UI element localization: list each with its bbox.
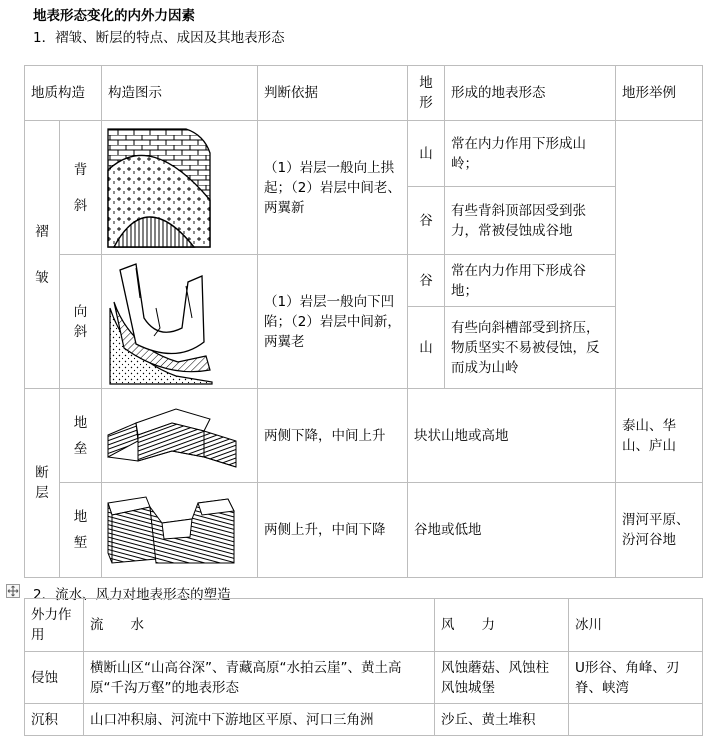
header-glacier: 冰川 <box>569 599 703 652</box>
header-geo-structure: 地质构造 <box>25 66 102 121</box>
anticline-type-2: 谷 <box>408 187 445 255</box>
anticline-shape-2: 有些背斜顶部因受到张力，常被侵蚀成谷地 <box>445 187 616 255</box>
header-wind: 风 力 <box>435 599 569 652</box>
deposition-wind: 沙丘、黄土堆积 <box>435 704 569 736</box>
anticline-label: 背 斜 <box>60 121 102 255</box>
graben-shape: 谷地或低地 <box>408 483 616 578</box>
syncline-diagram <box>102 255 258 389</box>
table-row <box>25 389 703 483</box>
section-heading-folds-faults: 1．褶皱、断层的特点、成因及其地表形态 <box>33 30 285 46</box>
erosion-label: 侵蚀 <box>25 652 84 704</box>
graben-example: 渭河平原、汾河谷地 <box>616 483 703 578</box>
table-row <box>25 121 703 187</box>
horst-example: 泰山、华山、庐山 <box>616 389 703 483</box>
syncline-shape-1: 常在内力作用下形成谷地； <box>445 255 616 307</box>
horst-basis: 两侧下降，中间上升 <box>258 389 408 483</box>
deposition-glacier <box>569 704 703 736</box>
fault-label: 断 层 <box>25 389 60 578</box>
horst-diagram <box>102 389 258 483</box>
syncline-basis: （1）岩层一般向下凹陷；（2）岩层中间新，两翼老 <box>258 255 408 389</box>
deposition-label: 沉积 <box>25 704 84 736</box>
graben-label: 地 堑 <box>60 483 102 578</box>
page-title: 地表形态变化的内外力因素 <box>33 8 195 24</box>
header-landform-type: 地 形 <box>408 66 445 121</box>
erosion-water: 横断山区“山高谷深”、青藏高原“水拍云崖”、黄土高原“千沟万壑”的地表形态 <box>84 652 435 704</box>
table-header-row <box>25 66 703 121</box>
fold-label: 褶 皱 <box>25 121 60 389</box>
table-row <box>25 704 703 736</box>
anticline-type-1: 山 <box>408 121 445 187</box>
header-diagram: 构造图示 <box>102 66 258 121</box>
fold-example <box>616 121 703 389</box>
anticline-basis: （1）岩层一般向上拱起；（2）岩层中间老、两翼新 <box>258 121 408 255</box>
horst-shape: 块状山地或高地 <box>408 389 616 483</box>
erosion-glacier: U形谷、角峰、刃脊、峡湾 <box>569 652 703 704</box>
table-move-handle-icon[interactable] <box>6 584 20 598</box>
graben-basis: 两侧上升，中间下降 <box>258 483 408 578</box>
external-forces-table <box>24 598 703 736</box>
table-row <box>25 483 703 578</box>
table-row <box>25 255 703 307</box>
syncline-shape-2: 有些向斜槽部受到挤压，物质坚实不易被侵蚀，反而成为山岭 <box>445 307 616 389</box>
section-heading-water-wind: 2．流水、风力对地表形态的塑造 <box>33 587 231 603</box>
header-external-force: 外力作用 <box>25 599 84 652</box>
folds-faults-table <box>24 65 703 578</box>
graben-diagram <box>102 483 258 578</box>
header-water: 流 水 <box>84 599 435 652</box>
header-formed-shape: 形成的地表形态 <box>445 66 616 121</box>
horst-label: 地 垒 <box>60 389 102 483</box>
header-example: 地形举例 <box>616 66 703 121</box>
table-header-row <box>25 599 703 652</box>
syncline-type-2: 山 <box>408 307 445 389</box>
syncline-label: 向 斜 <box>60 255 102 389</box>
anticline-shape-1: 常在内力作用下形成山岭； <box>445 121 616 187</box>
table-row <box>25 652 703 704</box>
header-basis: 判断依据 <box>258 66 408 121</box>
syncline-type-1: 谷 <box>408 255 445 307</box>
anticline-diagram <box>102 121 258 255</box>
erosion-wind: 风蚀蘑菇、风蚀柱风蚀城堡 <box>435 652 569 704</box>
deposition-water: 山口冲积扇、河流中下游地区平原、河口三角洲 <box>84 704 435 736</box>
